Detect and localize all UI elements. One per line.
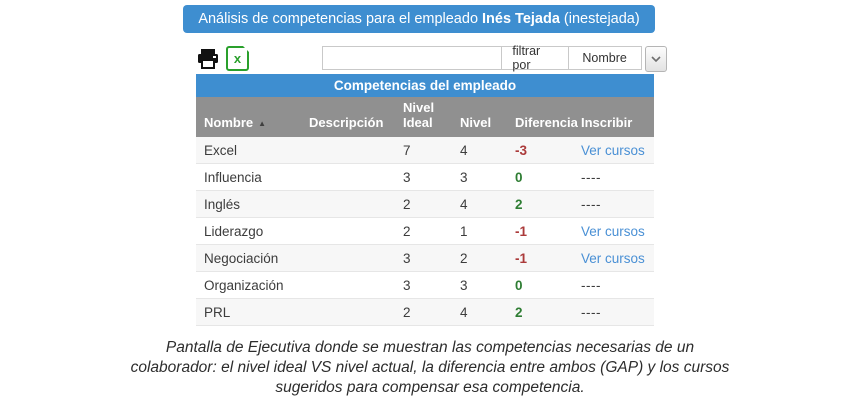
inscribir-cell: ----: [581, 304, 601, 320]
nivel-ideal-cell: 2: [403, 304, 411, 320]
nivel-ideal-cell: 2: [403, 196, 411, 212]
table-row: [196, 299, 654, 326]
ver-cursos-link[interactable]: Ver cursos: [581, 250, 645, 266]
filter-input[interactable]: [322, 46, 502, 70]
descripcion-cell: [301, 137, 395, 163]
excel-export-icon[interactable]: [226, 46, 249, 71]
competency-name-link[interactable]: PRL: [204, 304, 231, 320]
column-header-inscribir[interactable]: Inscribir: [581, 115, 633, 131]
banner-text-prefix: Análisis de competencias para el empleado: [198, 11, 479, 27]
table-row: [196, 272, 654, 299]
filter-field-select[interactable]: Nombre: [568, 46, 642, 70]
table-row: [196, 218, 654, 245]
descripcion-cell: [301, 164, 395, 190]
nivel-cell: 2: [460, 250, 468, 266]
table-body: [196, 137, 654, 326]
employee-name: Inés Tejada: [482, 11, 560, 27]
descripcion-cell: [301, 272, 395, 298]
diferencia-cell: 0: [515, 277, 523, 293]
print-icon[interactable]: [196, 48, 220, 70]
competency-name-link[interactable]: Liderazgo: [204, 223, 264, 239]
nivel-ideal-cell: 3: [403, 250, 411, 266]
descripcion-cell: [301, 245, 395, 271]
inscribir-cell: ----: [581, 169, 601, 185]
diferencia-cell: -1: [515, 223, 528, 239]
nivel-ideal-cell: 2: [403, 223, 411, 239]
table-row: [196, 191, 654, 218]
excel-icon-letter: x: [233, 51, 242, 66]
table-row: [196, 137, 654, 164]
nivel-ideal-cell: 3: [403, 169, 411, 185]
competency-name-link[interactable]: Influencia: [204, 169, 262, 185]
filter-group: [322, 46, 667, 70]
nivel-cell: 3: [460, 277, 468, 293]
toolbar: [196, 45, 654, 72]
ver-cursos-link[interactable]: Ver cursos: [581, 223, 645, 239]
competency-name-link[interactable]: Excel: [204, 142, 238, 158]
diferencia-cell: -1: [515, 250, 528, 266]
column-header-nombre[interactable]: Nombre ▲: [204, 115, 267, 131]
diferencia-cell: 0: [515, 169, 523, 185]
descripcion-cell: [301, 191, 395, 217]
descripcion-cell: [301, 218, 395, 244]
diferencia-cell: -3: [515, 142, 528, 158]
ver-cursos-link[interactable]: Ver cursos: [581, 142, 645, 158]
competency-name-link[interactable]: Negociación: [204, 250, 279, 266]
table-header-row: [196, 97, 654, 137]
column-header-nivel-ideal[interactable]: Nivel Ideal: [403, 100, 435, 131]
competencies-table: [196, 74, 654, 326]
excel-icon-fold: [243, 46, 249, 52]
diferencia-cell: 2: [515, 196, 523, 212]
inscribir-cell: ----: [581, 277, 601, 293]
inscribir-cell: ----: [581, 196, 601, 212]
screenshot-caption: [0, 338, 860, 397]
nivel-cell: 1: [460, 223, 468, 239]
nivel-ideal-cell: 3: [403, 277, 411, 293]
chevron-down-icon[interactable]: [645, 46, 667, 72]
column-header-diferencia[interactable]: Diferencia: [515, 115, 578, 131]
nivel-cell: 4: [460, 196, 468, 212]
nivel-cell: 3: [460, 169, 468, 185]
table-row: [196, 245, 654, 272]
diferencia-cell: 2: [515, 304, 523, 320]
column-header-descripcion[interactable]: Descripción: [309, 115, 384, 131]
table-row: [196, 164, 654, 191]
caption-text: Pantalla de Ejecutiva donde se muestran las competencias necesarias de un colaborador: el nivel ideal VS nivel actual, la diferencia entre ambos (GAP) y los cursos sugeridos para compensar esa competencia.: [130, 339, 730, 396]
competency-name-link[interactable]: Inglés: [204, 196, 241, 212]
nivel-cell: 4: [460, 142, 468, 158]
sort-asc-icon: ▲: [258, 118, 267, 128]
filter-by-label: filtrar por: [501, 46, 568, 70]
nivel-ideal-cell: 7: [403, 142, 411, 158]
table-title: Competencias del empleado: [196, 74, 654, 97]
column-header-nivel[interactable]: Nivel: [460, 115, 492, 131]
descripcion-cell: [301, 299, 395, 325]
employee-login: (inestejada): [563, 11, 640, 27]
page-title-banner: [183, 5, 655, 33]
nivel-cell: 4: [460, 304, 468, 320]
competency-name-link[interactable]: Organización: [204, 277, 284, 293]
